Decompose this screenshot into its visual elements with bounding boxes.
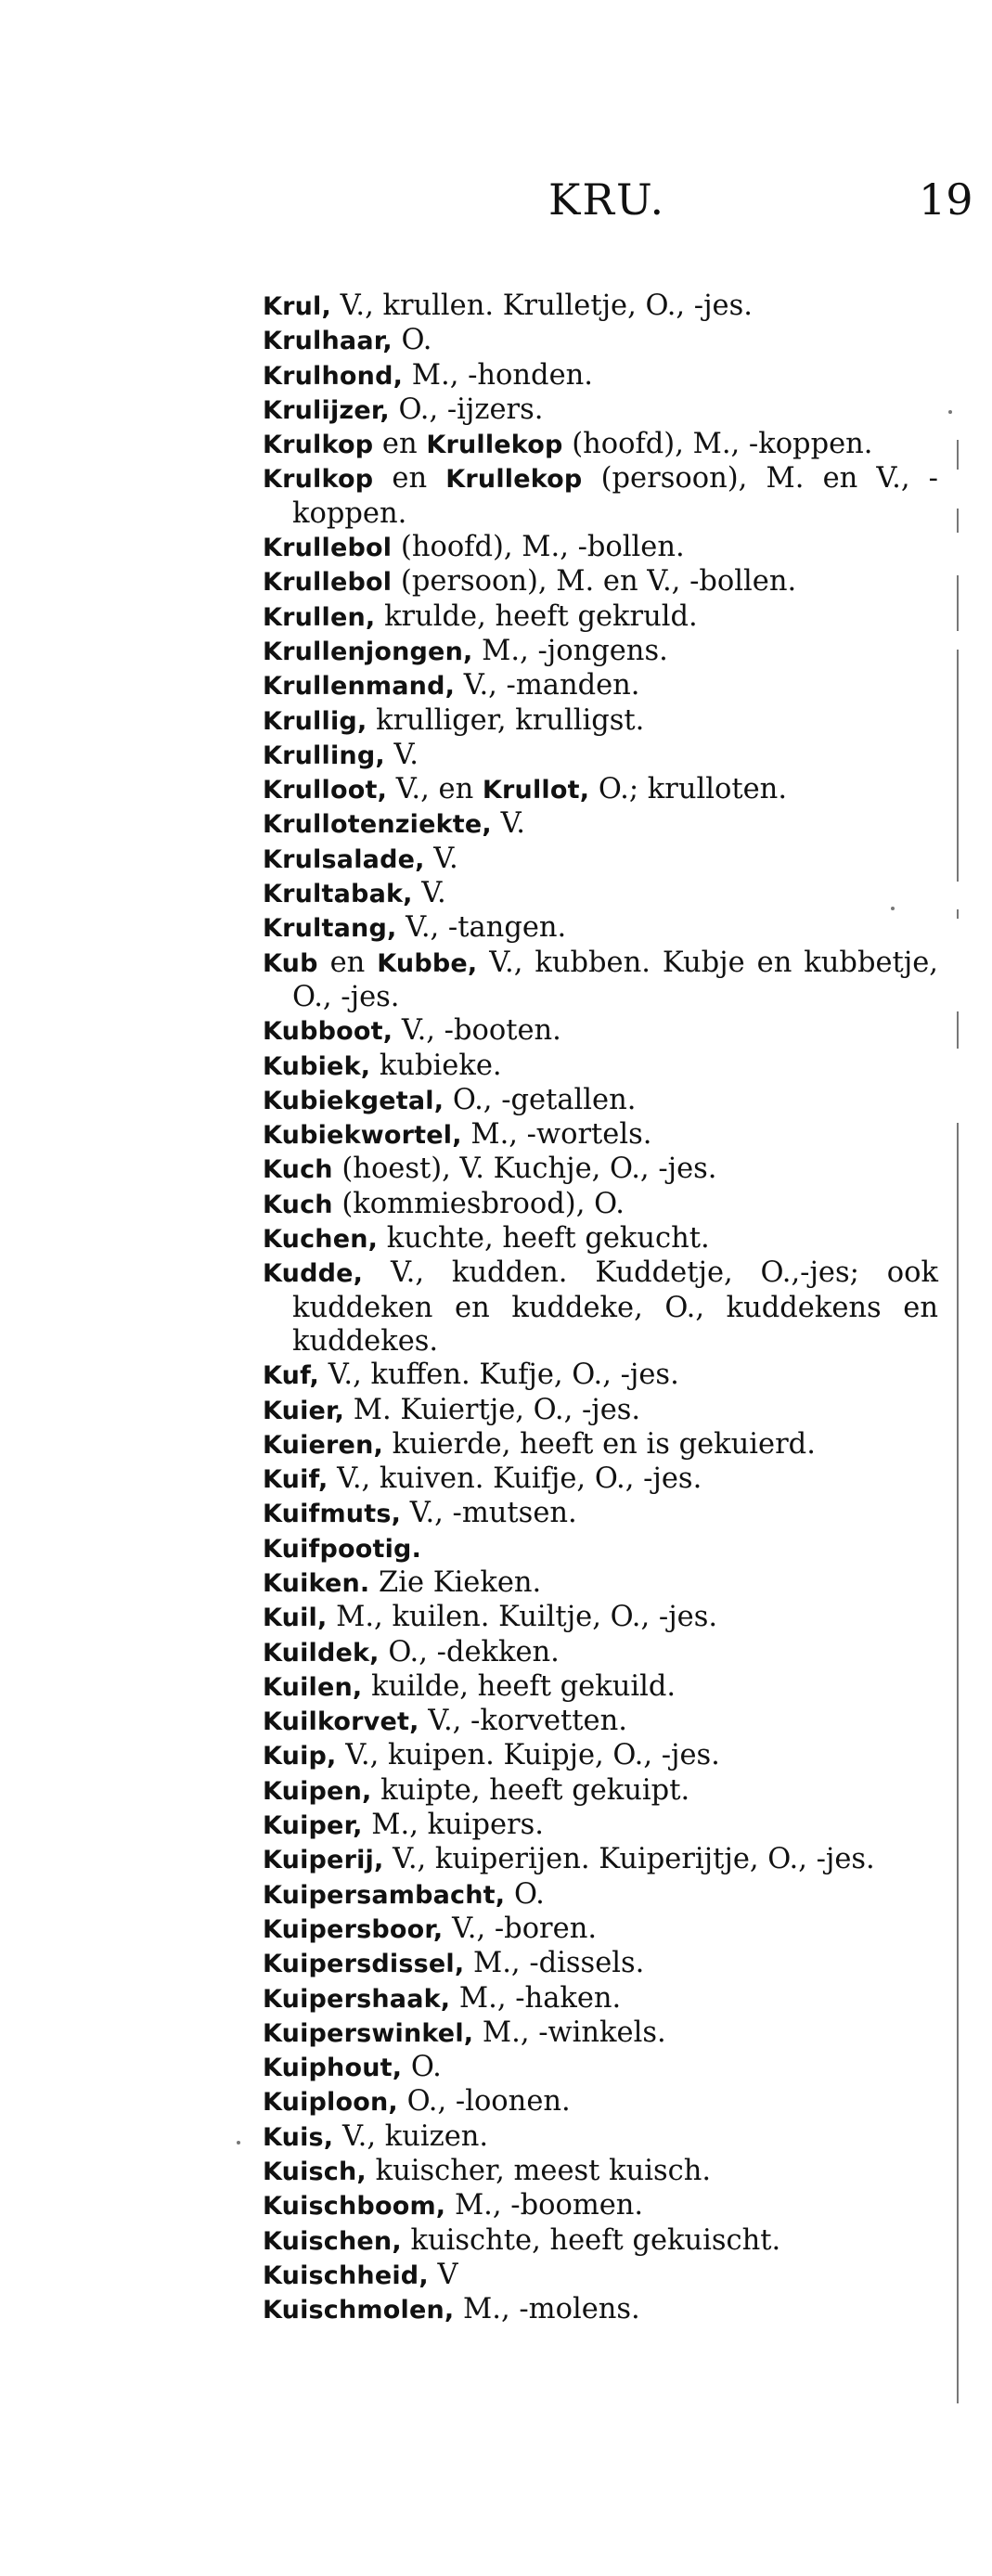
dictionary-entry: [263, 2016, 938, 2051]
entry-text: V., kuiperijen. Kuiperijtje, O., -jes.: [383, 1843, 875, 1876]
margin-mark: [957, 909, 959, 919]
entry-headword: Kuifpootig.: [263, 1534, 422, 1564]
dictionary-entry: [263, 1256, 938, 1359]
entry-text: V., -manden.: [455, 669, 640, 702]
entry-headword: Kub: [263, 948, 318, 978]
entry-text: O., -getallen.: [444, 1083, 637, 1116]
page-header: [0, 174, 992, 230]
entry-text: O.: [505, 1877, 545, 1911]
entry-headword: Krullenmand,: [263, 672, 456, 702]
entry-headword: Krulsalade,: [263, 844, 425, 874]
dictionary-entry: [263, 2224, 938, 2259]
entry-text: V., krullen.: [330, 290, 503, 322]
entry-headword: Kuiper,: [263, 1811, 363, 1841]
dictionary-entry: [263, 1566, 938, 1601]
entry-text: (hoest), V. Kuchje, O., -jes.: [332, 1153, 717, 1186]
entry-headword: Kuipershaak,: [263, 1984, 451, 2014]
entry-text: (hoofd), M., -bollen.: [392, 531, 685, 564]
dictionary-entry: [263, 911, 938, 946]
dictionary-entry: [263, 947, 938, 1015]
entry-text: O., -ijzers.: [389, 393, 544, 426]
entry-text: V., kuizen.: [333, 2119, 489, 2153]
entry-text: M., -haken.: [450, 1981, 622, 2015]
dictionary-entry: [263, 1188, 938, 1222]
dictionary-entry: [263, 1497, 938, 1531]
entry-text: V.: [424, 842, 458, 875]
entry-text: V., -mutsen.: [401, 1497, 577, 1530]
entry-text: O., -loonen.: [397, 2085, 571, 2119]
entry-headword: Kuier,: [263, 1396, 345, 1425]
entry-text: V.: [384, 738, 419, 771]
entry-headword: Kuil,: [263, 1604, 328, 1633]
margin-mark: [957, 575, 959, 631]
entry-headword: Kuipersambacht,: [263, 1880, 506, 1910]
margin-mark: [957, 509, 959, 533]
entry-text: V., kuipen. Kuipje, O., -jes.: [336, 1739, 720, 1772]
entry-headword: Kuilen,: [263, 1672, 363, 1702]
entry-headword: Krullenjongen,: [263, 637, 473, 666]
dictionary-entry: [263, 359, 938, 393]
entry-headword: Kuieren,: [263, 1430, 383, 1460]
entry-headword: Kuisch,: [263, 2157, 367, 2187]
entry-text: (hoofd), M., -koppen.: [562, 428, 873, 461]
entry-text: V., kuffen. Kufje, O., -jes.: [319, 1359, 679, 1392]
entry-headword: Kuipersdissel,: [263, 1950, 465, 1979]
dictionary-entry: [263, 1394, 938, 1428]
entry-headword: Kuischheid,: [263, 2260, 429, 2290]
entry-text: krulliger, krulligst.: [367, 703, 645, 737]
dictionary-entry: [263, 1601, 938, 1635]
entry-headword: Krullekop: [445, 465, 583, 495]
dictionary-entry: [263, 428, 938, 462]
entry-text: en: [373, 428, 427, 461]
entry-headword: Kuf,: [263, 1361, 319, 1391]
dictionary-entry: [263, 773, 938, 807]
entry-headword: Kuip,: [263, 1742, 337, 1771]
entry-headword: Kuis,: [263, 2122, 334, 2152]
dictionary-entry: [263, 669, 938, 703]
entry-headword: Kuiken.: [263, 1568, 370, 1598]
entry-headword: Krulloot,: [263, 776, 388, 805]
entry-headword: Kubiekgetal,: [263, 1086, 444, 1115]
entry-text: V., kudden. Kuddetje, O.,-jes; ook kuddeken en kuddeke, O., kuddekens en kuddekes.: [292, 1256, 938, 1358]
entry-headword: Krul,: [263, 292, 331, 321]
entry-headword: Krullig,: [263, 706, 367, 736]
dictionary-entry: [263, 1084, 938, 1118]
dictionary-entry: [263, 1843, 938, 1877]
dictionary-entries: [263, 290, 938, 2328]
entry-text: V.: [491, 807, 525, 841]
dictionary-entry: [263, 324, 938, 358]
entry-headword: Kuiperswinkel,: [263, 2018, 474, 2048]
entry-text: O., -dekken.: [379, 1635, 560, 1668]
entry-headword: Kuiperij,: [263, 1846, 384, 1875]
entry-text: M., -dissels.: [464, 1947, 645, 1980]
dictionary-entry: [263, 843, 938, 877]
dictionary-entry: [263, 1532, 938, 1566]
dictionary-entry: [263, 877, 938, 911]
dictionary-entry: [263, 2120, 938, 2155]
dictionary-entry: [263, 565, 938, 599]
entry-headword: Krultabak,: [263, 880, 413, 909]
entry-headword: Krullekop: [426, 431, 563, 460]
entry-text: O.: [392, 324, 432, 357]
dictionary-entry: [263, 1118, 938, 1153]
entry-headword: Krullen,: [263, 602, 376, 632]
entry-text: V.: [412, 877, 446, 910]
entry-headword: Kuchen,: [263, 1225, 379, 1255]
dictionary-entry: [263, 1014, 938, 1049]
dictionary-entry: [263, 704, 938, 739]
entry-headword: Krullot,: [482, 776, 590, 805]
dictionary-entry: [263, 1428, 938, 1462]
entry-headword: Kubiek,: [263, 1051, 371, 1081]
dictionary-entry: [263, 2293, 938, 2327]
margin-speck: [891, 907, 895, 910]
dictionary-entry: [263, 1809, 938, 1843]
dictionary-entry: [263, 1462, 938, 1497]
entry-text: kuierde, heeft en is gekuierd.: [382, 1427, 816, 1461]
dictionary-entry: [263, 393, 938, 428]
entry-headword: Krulhond,: [263, 361, 404, 391]
entry-headword: Kuifmuts,: [263, 1500, 402, 1529]
entry-headword: Krulhaar,: [263, 327, 393, 356]
entry-text: O.: [402, 2051, 442, 2084]
dictionary-entry: [263, 1739, 938, 1773]
entry-text: V., -booten.: [393, 1014, 561, 1048]
entry-text: O., -jes.: [636, 290, 753, 322]
entry-text: M., -winkels.: [473, 2016, 666, 2049]
entry-text: en: [373, 462, 446, 496]
entry-text: M., -honden.: [403, 358, 593, 392]
entry-text: (persoon), M. en V., -koppen.: [292, 462, 938, 530]
entry-headword: Krullebol: [263, 568, 393, 598]
margin-mark: [957, 440, 959, 470]
dictionary-entry: [263, 1359, 938, 1393]
entry-headword: Kudde,: [263, 1259, 364, 1289]
entry-text: kuchte, heeft gekucht.: [378, 1222, 710, 1256]
dictionary-entry: [263, 1670, 938, 1705]
entry-text: M. Kuiertje, O., -jes.: [344, 1393, 641, 1426]
dictionary-entry: [263, 290, 938, 324]
entry-headword: Krulijzer,: [263, 395, 390, 425]
entry-headword: Krulling,: [263, 741, 385, 770]
entry-text: kuischte, heeft gekuischt.: [401, 2223, 781, 2257]
entry-headword: Kuiploon,: [263, 2088, 398, 2118]
dictionary-entry: [263, 1705, 938, 1739]
dictionary-entry: [263, 531, 938, 565]
dictionary-entry: [263, 1947, 938, 1981]
entry-headword: Kuiphout,: [263, 2054, 403, 2083]
entry-text: Krulletje,: [502, 290, 637, 322]
dictionary-entry: [263, 1982, 938, 2016]
entry-text: en: [317, 946, 378, 979]
dictionary-entry: [263, 1636, 938, 1670]
dictionary-entry: [263, 807, 938, 842]
dictionary-entry: [263, 1153, 938, 1187]
entry-text: kubieke.: [370, 1049, 502, 1082]
entry-text: kuischer, meest kuisch.: [366, 2155, 712, 2188]
entry-text: V., -tangen.: [396, 911, 567, 945]
entry-text: O.; krulloten.: [589, 773, 788, 806]
entry-headword: Kuipersboor,: [263, 1914, 444, 1944]
margin-mark: [957, 1123, 959, 2403]
entry-headword: Kubiekwortel,: [263, 1121, 462, 1151]
dictionary-entry: [263, 1913, 938, 1947]
dictionary-entry: [263, 600, 938, 635]
dictionary-entry: [263, 1878, 938, 1913]
running-head: KRU.: [548, 174, 666, 225]
entry-headword: Kubboot,: [263, 1017, 393, 1047]
entry-text: V., kuiven. Kuifje, O., -jes.: [328, 1462, 702, 1496]
entry-headword: Kubbe,: [377, 948, 478, 978]
entry-text: V: [428, 2258, 458, 2291]
entry-text: kuipte, heeft gekuipt.: [371, 1773, 690, 1807]
entry-headword: Kuch: [263, 1190, 333, 1219]
entry-text: (kommiesbrood), O.: [332, 1187, 625, 1220]
entry-text: M., -molens.: [454, 2293, 640, 2326]
entry-headword: Kuif,: [263, 1465, 329, 1495]
entry-text: M., kuipers.: [362, 1809, 544, 1842]
entry-headword: Kuischen,: [263, 2226, 402, 2256]
entry-text: (persoon), M. en V., -bollen.: [392, 565, 797, 599]
dictionary-entry: [263, 462, 938, 531]
entry-text: V., -korvetten.: [419, 1705, 627, 1738]
dictionary-entry: [263, 1050, 938, 1084]
entry-headword: Kuilkorvet,: [263, 1707, 419, 1737]
entry-headword: Krulkop: [263, 465, 374, 495]
dictionary-entry: [263, 2189, 938, 2223]
entry-text: krulde, heeft gekruld.: [375, 599, 698, 633]
margin-mark: [957, 1011, 959, 1049]
dictionary-entry: [263, 2155, 938, 2189]
entry-text: V., kubben. Kubje en kubbetje, O., -jes.: [292, 946, 938, 1013]
entry-text: M., kuilen. Kuiltje, O., -jes.: [327, 1601, 718, 1634]
dictionary-entry: [263, 739, 938, 773]
dictionary-entry: [263, 2085, 938, 2119]
entry-headword: Kuipen,: [263, 1776, 372, 1806]
dictionary-entry: [263, 635, 938, 669]
dictionary-entry: [263, 2051, 938, 2085]
entry-headword: Krultang,: [263, 914, 397, 944]
entry-text: M., -boomen.: [445, 2189, 644, 2222]
entry-text: M., -jongens.: [472, 634, 668, 667]
margin-speck: [948, 410, 952, 414]
entry-text: V., -boren.: [443, 1912, 598, 1945]
entry-text: Zie Kieken.: [369, 1565, 542, 1599]
entry-text: kuilde, heeft gekuild.: [362, 1669, 676, 1703]
entry-headword: Krullebol: [263, 534, 393, 563]
dictionary-entry: [263, 2259, 938, 2293]
entry-headword: Kuischmolen,: [263, 2296, 455, 2325]
margin-mark: [957, 650, 959, 882]
entry-headword: Kuildek,: [263, 1638, 380, 1668]
entry-headword: Kuch: [263, 1155, 333, 1185]
entry-headword: Krullotenziekte,: [263, 810, 492, 840]
page-number: 19: [919, 174, 973, 225]
dictionary-entry: [263, 1774, 938, 1809]
entry-text: M., -wortels.: [461, 1118, 652, 1152]
margin-speck: [237, 2141, 240, 2145]
dictionary-entry: [263, 1222, 938, 1256]
entry-headword: Kuischboom,: [263, 2192, 446, 2222]
entry-text: V., en: [387, 773, 483, 806]
entry-headword: Krulkop: [263, 431, 374, 460]
